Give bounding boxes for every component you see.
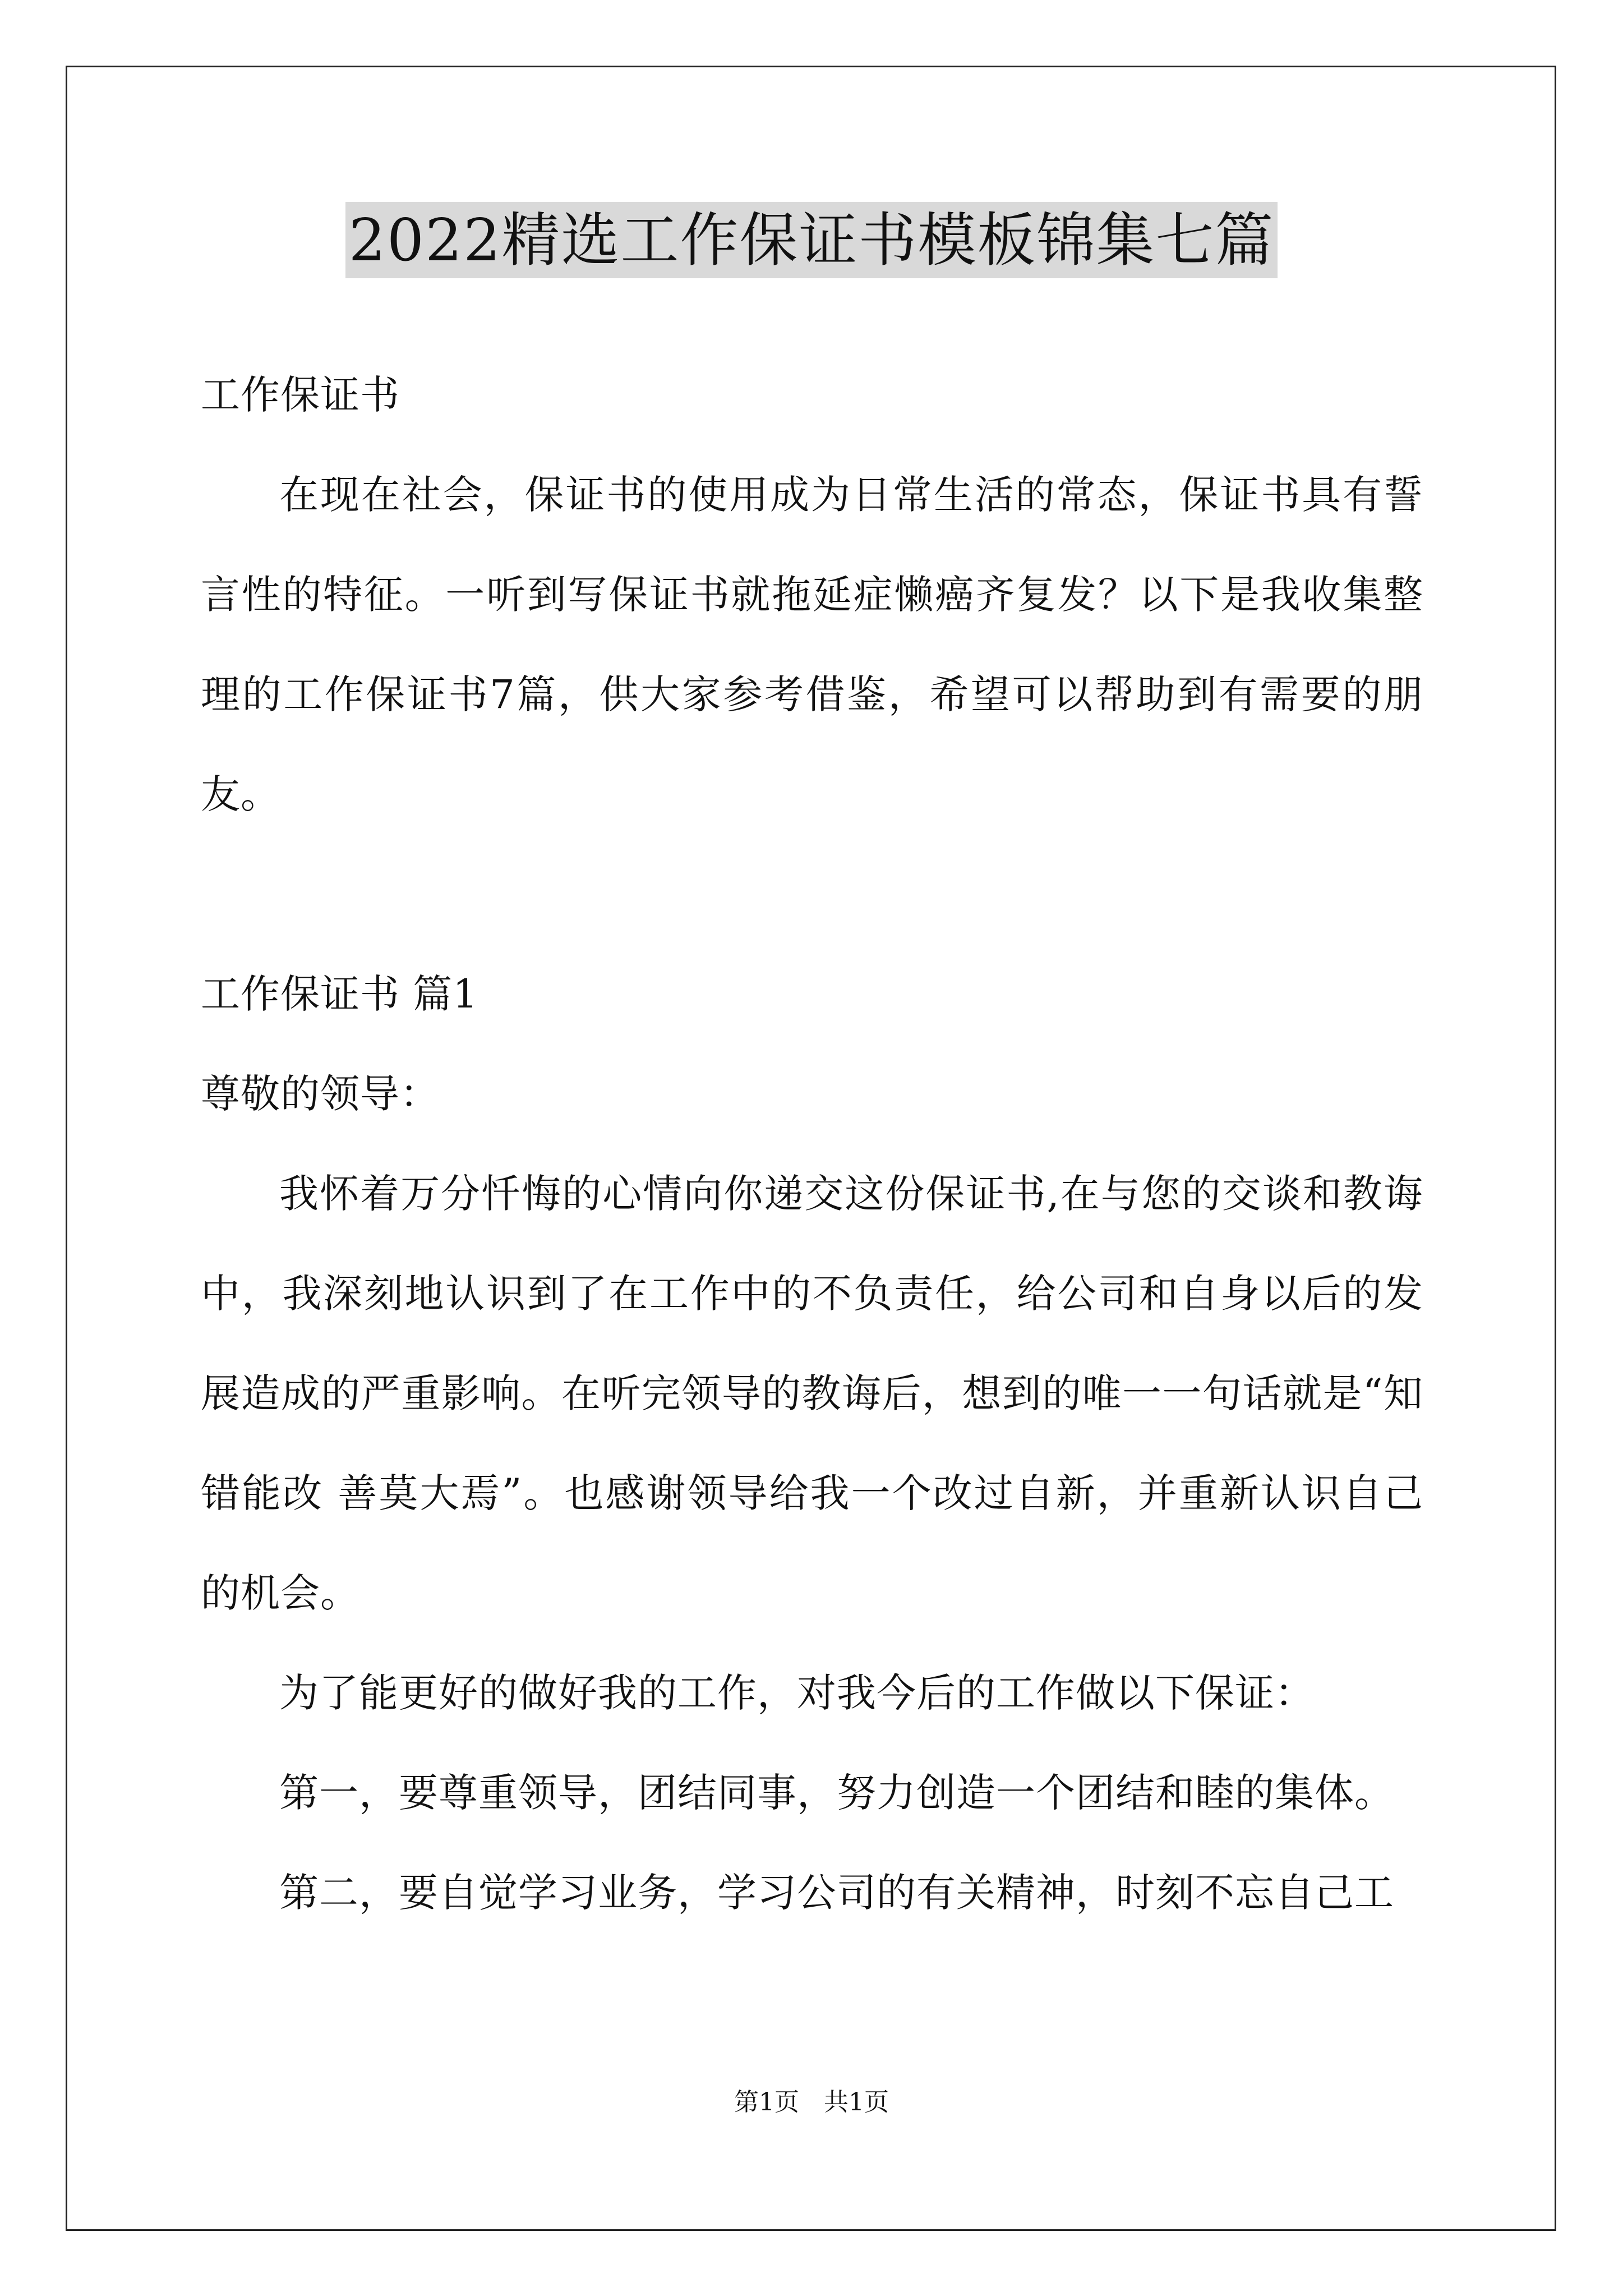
intro-paragraph: 在现在社会，保证书的使用成为日常生活的常态，保证书具有誓言性的特征。一听到写保证书就拖延症懒癌齐复发？以下是我收集整理的工作保证书7篇，供大家参考借鉴，希望可以帮助到有需要的朋友。: [201, 472, 1423, 817]
title-container: [0, 202, 1623, 278]
page-footer: [0, 2086, 1623, 2119]
page-number-current: 第1页: [734, 2088, 799, 2116]
salutation: 尊敬的领导：: [201, 1071, 440, 1117]
section-heading: 工作保证书 篇1: [201, 971, 478, 1017]
section-spacer: [201, 844, 1423, 944]
body-paragraph: 第一，要尊重领导，团结同事，努力创造一个团结和睦的集体。: [279, 1770, 1394, 1816]
page-number-total: 共1页: [824, 2088, 889, 2116]
body-paragraph: 我怀着万分忏悔的心情向你递交这份保证书,在与您的交谈和教诲中，我深刻地认识到了在工作中的不负责任，给公司和自身以后的发展造成的严重影响。在听完领导的教诲后，想到的唯一一句话就是“知错能改 善莫大焉”。也感谢领导给我一个改过自新，并重新认识自己的机会。: [201, 1171, 1423, 1616]
intro-heading: 工作保证书: [201, 372, 400, 418]
document-body: [201, 345, 1423, 1943]
body-paragraph: 第二，要自觉学习业务，学习公司的有关精神，时刻不忘自己工: [279, 1870, 1394, 1916]
document-title: 2022精选工作保证书模板锦集七篇: [345, 202, 1278, 278]
body-paragraph: 为了能更好的做好我的工作，对我今后的工作做以下保证：: [279, 1670, 1315, 1716]
